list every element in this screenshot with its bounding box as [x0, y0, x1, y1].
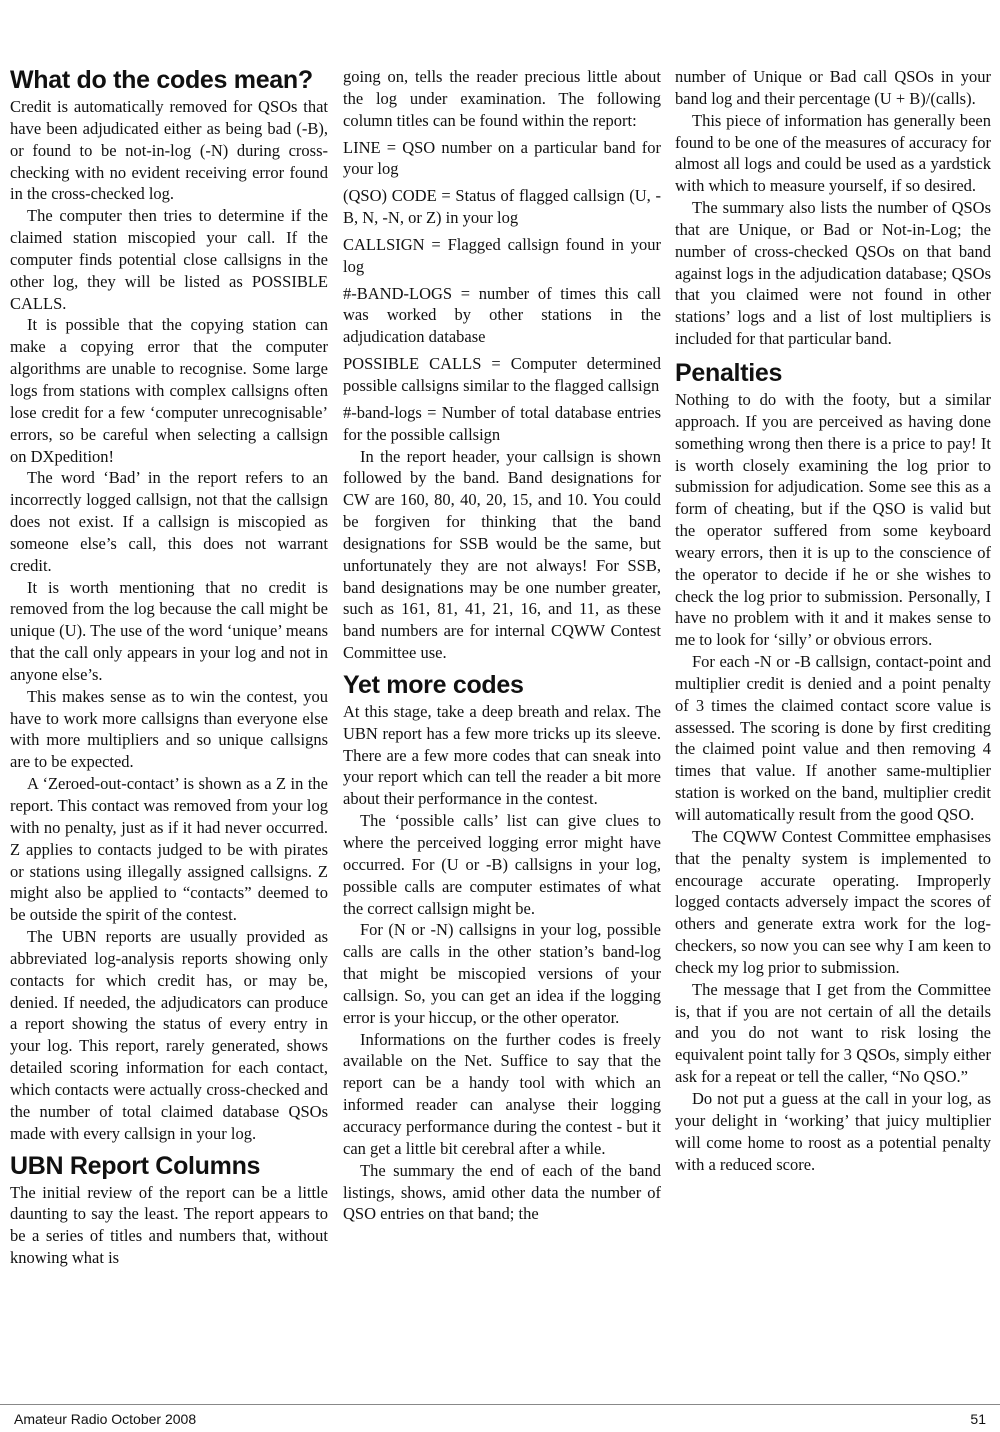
paragraph: The message that I get from the Committee is, that if you are not certain of all the details and you do not want to risk losing the equivalent point tally for 3 QSOs, simply either ask for a repeat or tell the caller, “No QSO.” — [675, 979, 991, 1087]
column-definition: POSSIBLE CALLS = Computer determined possible callsigns similar to the flagged callsign — [343, 354, 661, 395]
paragraph: Credit is automatically removed for QSOs that have been adjudicated either as being bad (-B), or found to be not-in-log (-N) during cross-checking with no evident receiving error found in the cross-checked log. — [10, 97, 328, 204]
section-heading-ubn-columns: UBN Report Columns — [10, 1151, 261, 1180]
paragraph: It is worth mentioning that no credit is removed from the log because the call might be unique (U). The use of the word ‘unique’ means that the call only appears in your log and not in anyone else’s. — [10, 577, 328, 684]
paragraph: The ‘possible calls’ list can give clues to where the perceived logging error might have occurred. For (U or -B) callsigns in your log, possible calls are computer estimates of what the correct callsign might be. — [343, 811, 661, 918]
paragraph: Do not put a guess at the call in your log, as your delight in ‘working’ that juicy multiplier will come home to roost as a potential penalty with a reduced score. — [675, 1088, 991, 1174]
paragraph: For each -N or -B callsign, contact-point and multiplier credit is denied and a point penalty of 3 times the claimed contact score value is assessed. The scoring is done by first crediting the claimed point value and then removing 4 times that value. If another same-multiplier station is worked on the band, multiplier credit will automatically result from the good QSO. — [675, 652, 991, 824]
column-definition: LINE = QSO number on a particular band for your log — [343, 137, 661, 179]
column-definition: #-band-logs = Number of total database entries for the possible callsign — [343, 402, 661, 444]
paragraph: The word ‘Bad’ in the report refers to an incorrectly logged callsign, not that the callsign does not exist. If a callsign is miscopied as someone else’s call, this does not warrant credit. — [10, 468, 328, 575]
paragraph: At this stage, take a deep breath and relax. The UBN report has a few more tricks up its sleeve. There are a few more codes that can sneak into your report which can tell the reader a bit more about their performance in the contest. — [343, 701, 661, 809]
paragraph: For (N or -N) callsigns in your log, possible calls are calls in the other station’s band-log that might be miscopied versions of your callsign. So, you can get an idea if the logging error is your hiccup, or the other operator. — [343, 920, 661, 1027]
paragraph: The UBN reports are usually provided as abbreviated log-analysis reports showing only contacts for which credit has, or may be, denied. If needed, the adjudicators can produce a report showing the status of every entry in your log. This report, rarely generated, shows detailed scoring information for each contact, which contacts were actually cross-checked and the number of total claimed database QSOs made with every callsign in your log. — [10, 927, 328, 1143]
paragraph: A ‘Zeroed-out-contact’ is shown as a Z in the report. This contact was removed from your log with no penalty, just as if it had never occurred. Z applies to contacts judged to be with pirates or stations using illegally assigned callsigns. Z might also be applied to “contacts” deemed to be outside the spirit of the contest. — [10, 774, 328, 925]
column-definition: (QSO) CODE = Status of flagged callsign (U, -B, N, -N, or Z) in your log — [343, 186, 661, 228]
column-definition: #-BAND-LOGS = number of times this call was worked by other stations in the adjudication database — [343, 283, 661, 347]
publication-title: Amateur Radio October 2008 — [14, 1411, 197, 1427]
paragraph: going on, tells the reader precious little about the log under examination. The following column titles can be found within the report: — [343, 67, 661, 130]
paragraph: The initial review of the report can be a little daunting to say the least. The report appears to be a series of titles and numbers that, without knowing what is — [10, 1182, 328, 1268]
paragraph: Informations on the further codes is freely available on the Net. Suffice to say that the report can be a handy tool with which an informed reader can analyse their logging accuracy performance during the contest - but it can get a little bit cerebral after a while. — [343, 1029, 661, 1158]
section-heading-codes: What do the codes mean? — [10, 66, 313, 94]
article-column-2 — [343, 66, 661, 1225]
section-heading-yet-more-codes: Yet more codes — [343, 670, 524, 699]
article-column-1 — [10, 66, 328, 1269]
paragraph: Nothing to do with the footy, but a similar approach. If you are perceived as having done something wrong then there is a price to pay! It is worth closely examining the log prior to submission for adjudication. Some see this as a form of cheating, but if the QSO is valid but the operator suffered from some keyboard weary errors, then it is up to the conscience of the operator to decide if he or she wishes to check the log prior to submission. Personally, I have no problem with it and it makes sense to me to look for ‘silly’ or obvious errors. — [675, 389, 991, 650]
paragraph: It is possible that the copying station can make a copying error that the computer algorithms are unable to recognise. Some large logs from stations with complex callsigns often lose credit for a few ‘computer unrecognisable’ errors, so be careful when selecting a callsign on DXpedition! — [10, 315, 328, 466]
paragraph: In the report header, your callsign is shown followed by the band. Band designations for CW are 160, 80, 40, 20, 15, and 10. You could be forgiven for thinking that the band designations for SSB would be the same, but unfortunately they are not always! For SSB, band designations may be one number greater, such as 161, 81, 41, 21, 16, and 11, as these band numbers are for internal CQWW Contest Committee use. — [343, 446, 661, 663]
column-definition: CALLSIGN = Flagged callsign found in your log — [343, 234, 661, 276]
paragraph: The summary also lists the number of QSOs that are Unique, or Bad or Not-in-Log; the number of cross-checked QSOs on that band against logs in the adjudication database; QSOs that you claimed were not found in other stations’ logs and a list of lost multipliers is included for that particular band. — [675, 198, 991, 349]
page-footer — [0, 1404, 1000, 1432]
article-column-3 — [675, 66, 991, 1175]
page-number: 51 — [970, 1411, 986, 1427]
paragraph: number of Unique or Bad call QSOs in your band log and their percentage (U + B)/(calls). — [675, 67, 991, 108]
paragraph: The CQWW Contest Committee emphasises that the penalty system is implemented to encourage accurate operating. Improperly logged contacts adversely impact the scores of others and generate extra work for the log-checkers, so now you can see why I am keen to check my log prior to submission. — [675, 826, 991, 977]
paragraph: The computer then tries to determine if the claimed station miscopied your call. If the computer finds potential close callsigns in the other log, they will be listed as POSSIBLE CALLS. — [10, 206, 328, 313]
paragraph: This piece of information has generally been found to be one of the measures of accuracy for almost all logs and could be used as a yardstick with which to measure yourself, if so desired. — [675, 110, 991, 196]
paragraph: This makes sense as to win the contest, you have to work more callsigns than everyone else with more multipliers and so unique callsigns are to be expected. — [10, 686, 328, 772]
paragraph: The summary the end of each of the band listings, shows, amid other data the number of QSO entries on that band; the — [343, 1160, 661, 1224]
section-heading-penalties: Penalties — [675, 358, 783, 387]
